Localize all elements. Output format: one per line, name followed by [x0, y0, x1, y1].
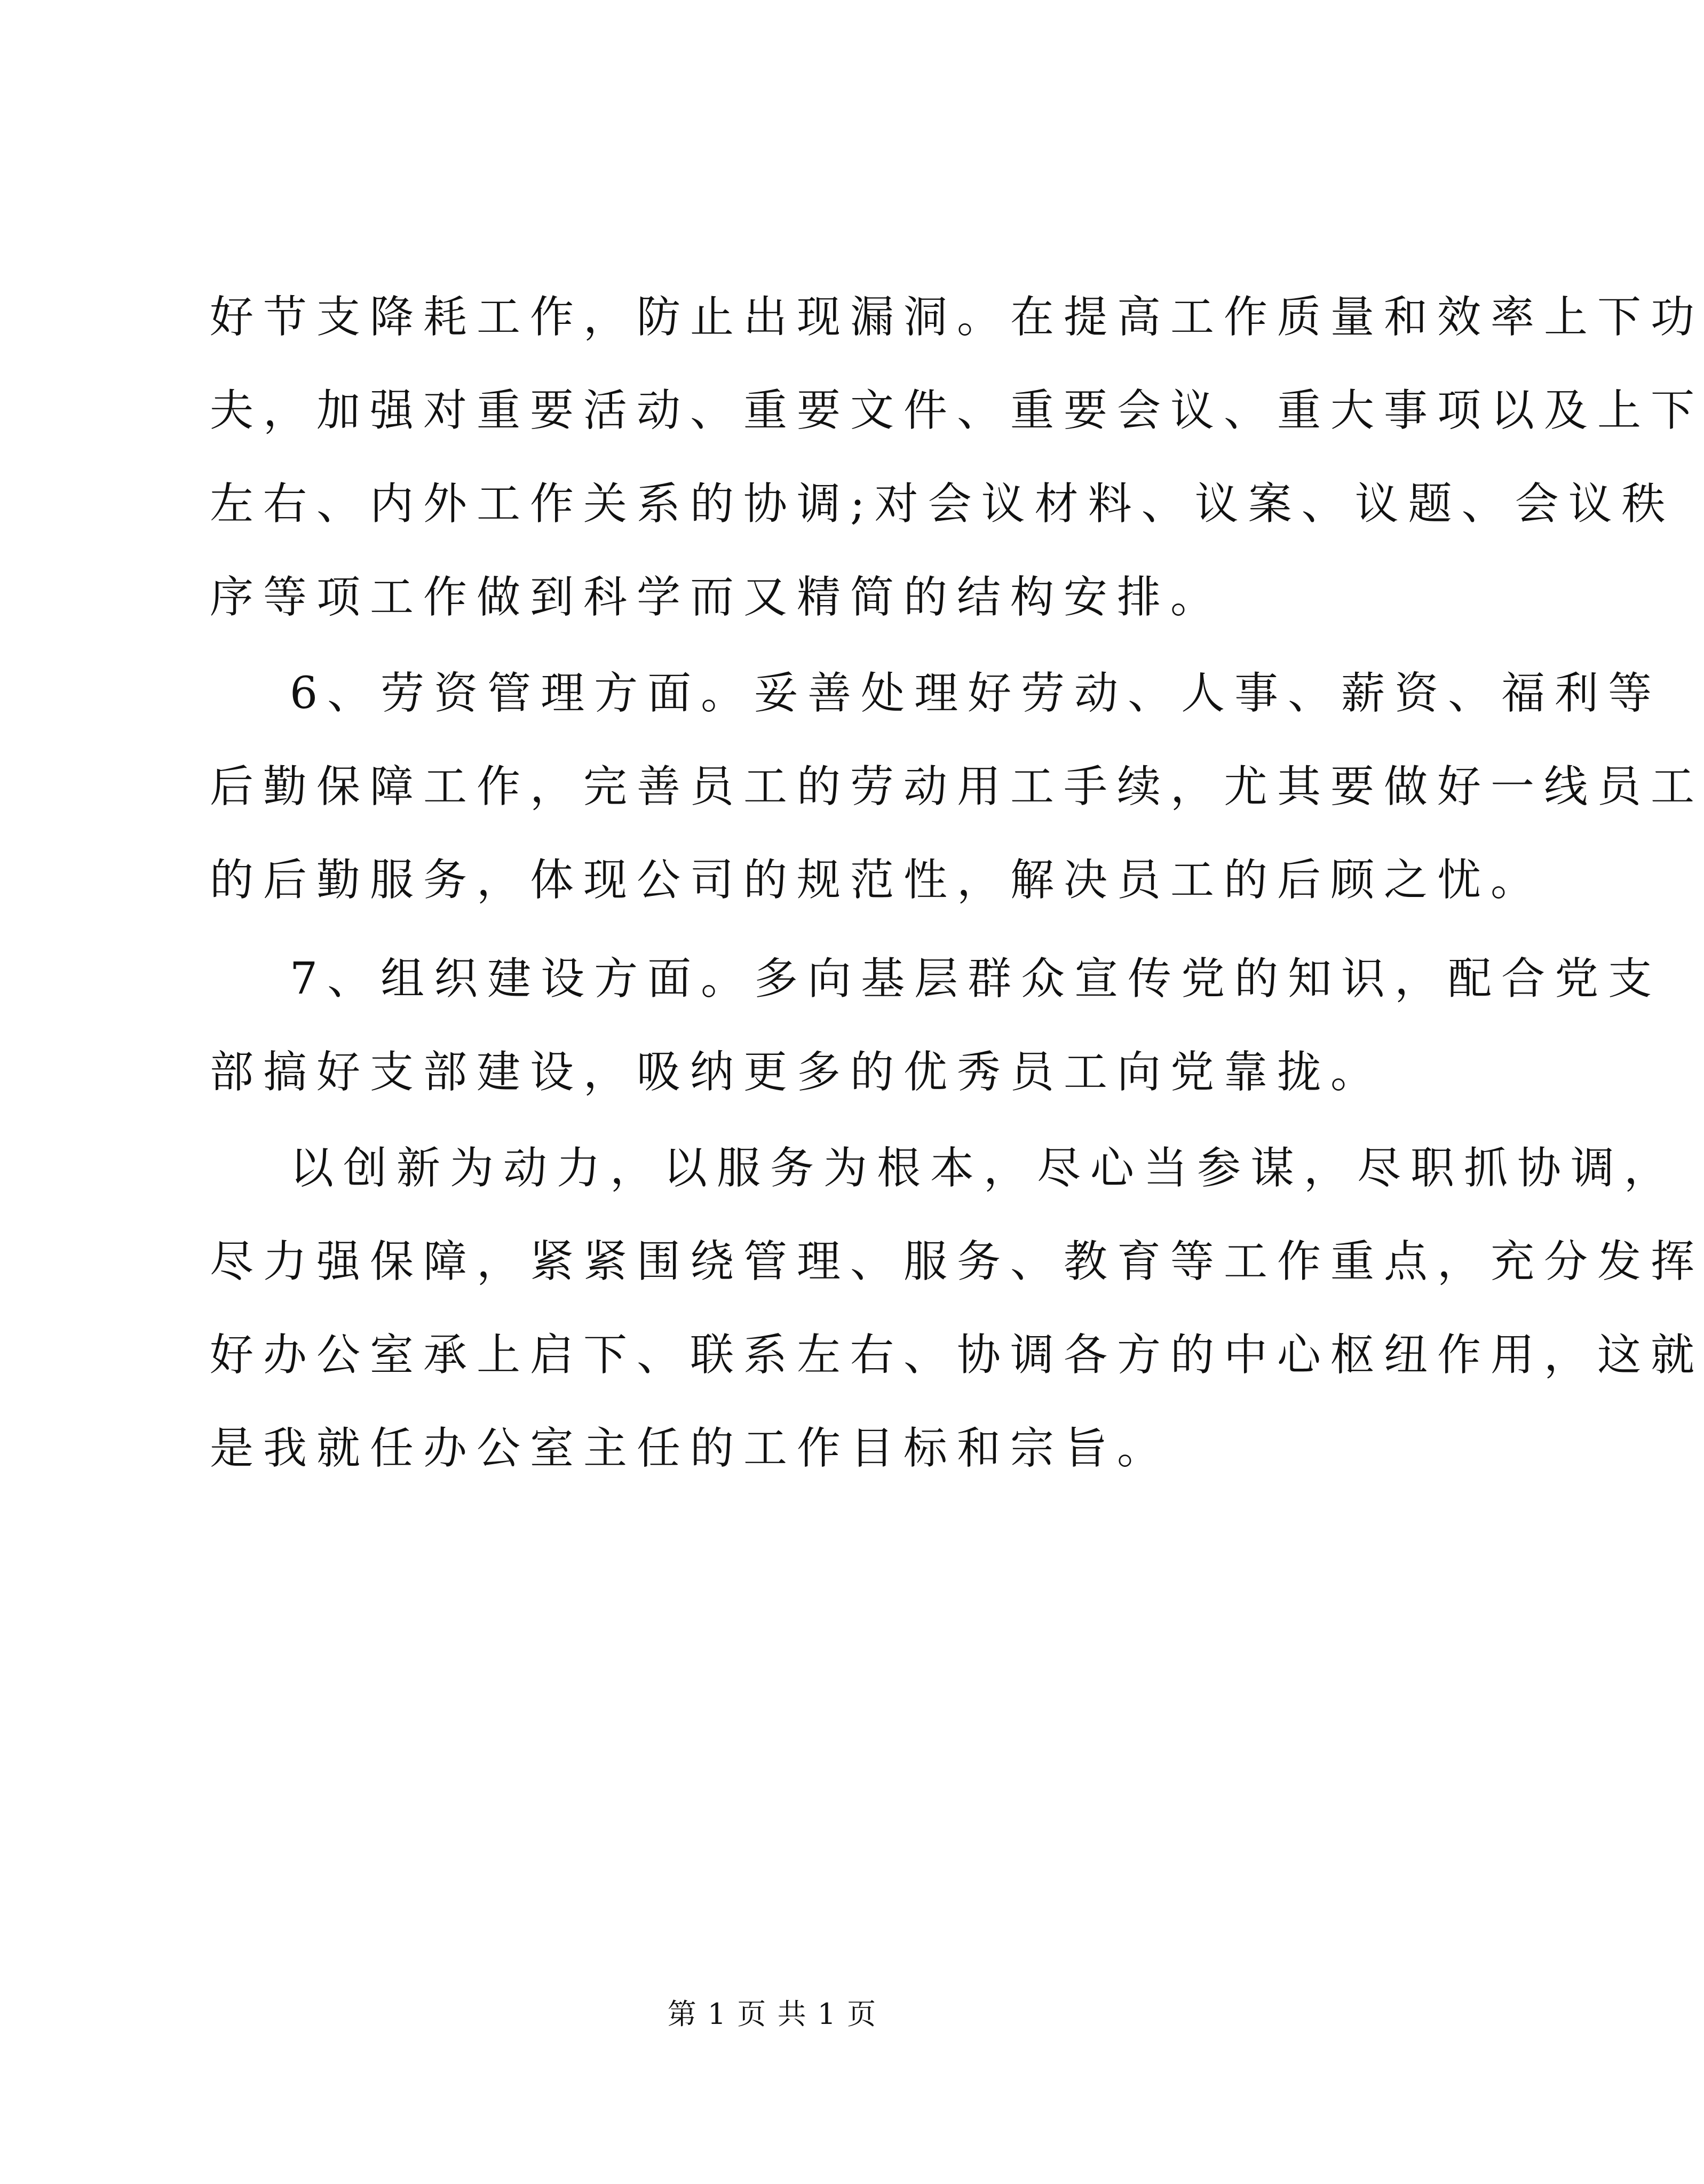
paragraph-line: 左右、内外工作关系的协调;对会议材料、议案、议题、会议秩 — [210, 479, 1675, 529]
paragraph-line: 6、劳资管理方面。妥善处理好劳动、人事、薪资、福利等 — [290, 668, 1662, 719]
paragraph-line: 部搞好支部建设，吸纳更多的优秀员工向党靠拢。 — [210, 1047, 1384, 1098]
page-footer: 第 1 页 共 1 页 — [667, 1997, 877, 2031]
paragraph-line: 7、组织建设方面。多向基层群众宣传党的知识，配合党支 — [290, 954, 1662, 1004]
paragraph-line: 以创新为动力，以服务为根本，尽心当参谋，尽职抓协调， — [290, 1143, 1678, 1194]
paragraph-line: 是我就任办公室主任的工作目标和宗旨。 — [210, 1423, 1171, 1474]
paragraph-line: 尽力强保障，紧紧围绕管理、服务、教育等工作重点，充分发挥 — [210, 1236, 1704, 1287]
paragraph-line: 序等项工作做到科学而又精简的结构安排。 — [210, 572, 1224, 623]
paragraph-line: 夫，加强对重要活动、重要文件、重要会议、重大事项以及上下 — [210, 385, 1704, 436]
paragraph-line: 后勤保障工作，完善员工的劳动用工手续，尤其要做好一线员工 — [210, 761, 1704, 812]
paragraph-line: 好办公室承上启下、联系左右、协调各方的中心枢纽作用，这就 — [210, 1330, 1704, 1380]
paragraph-line: 好节支降耗工作，防止出现漏洞。在提高工作质量和效率上下功 — [210, 292, 1704, 343]
paragraph-line: 的后勤服务，体现公司的规范性，解决员工的后顾之忧。 — [210, 855, 1544, 906]
